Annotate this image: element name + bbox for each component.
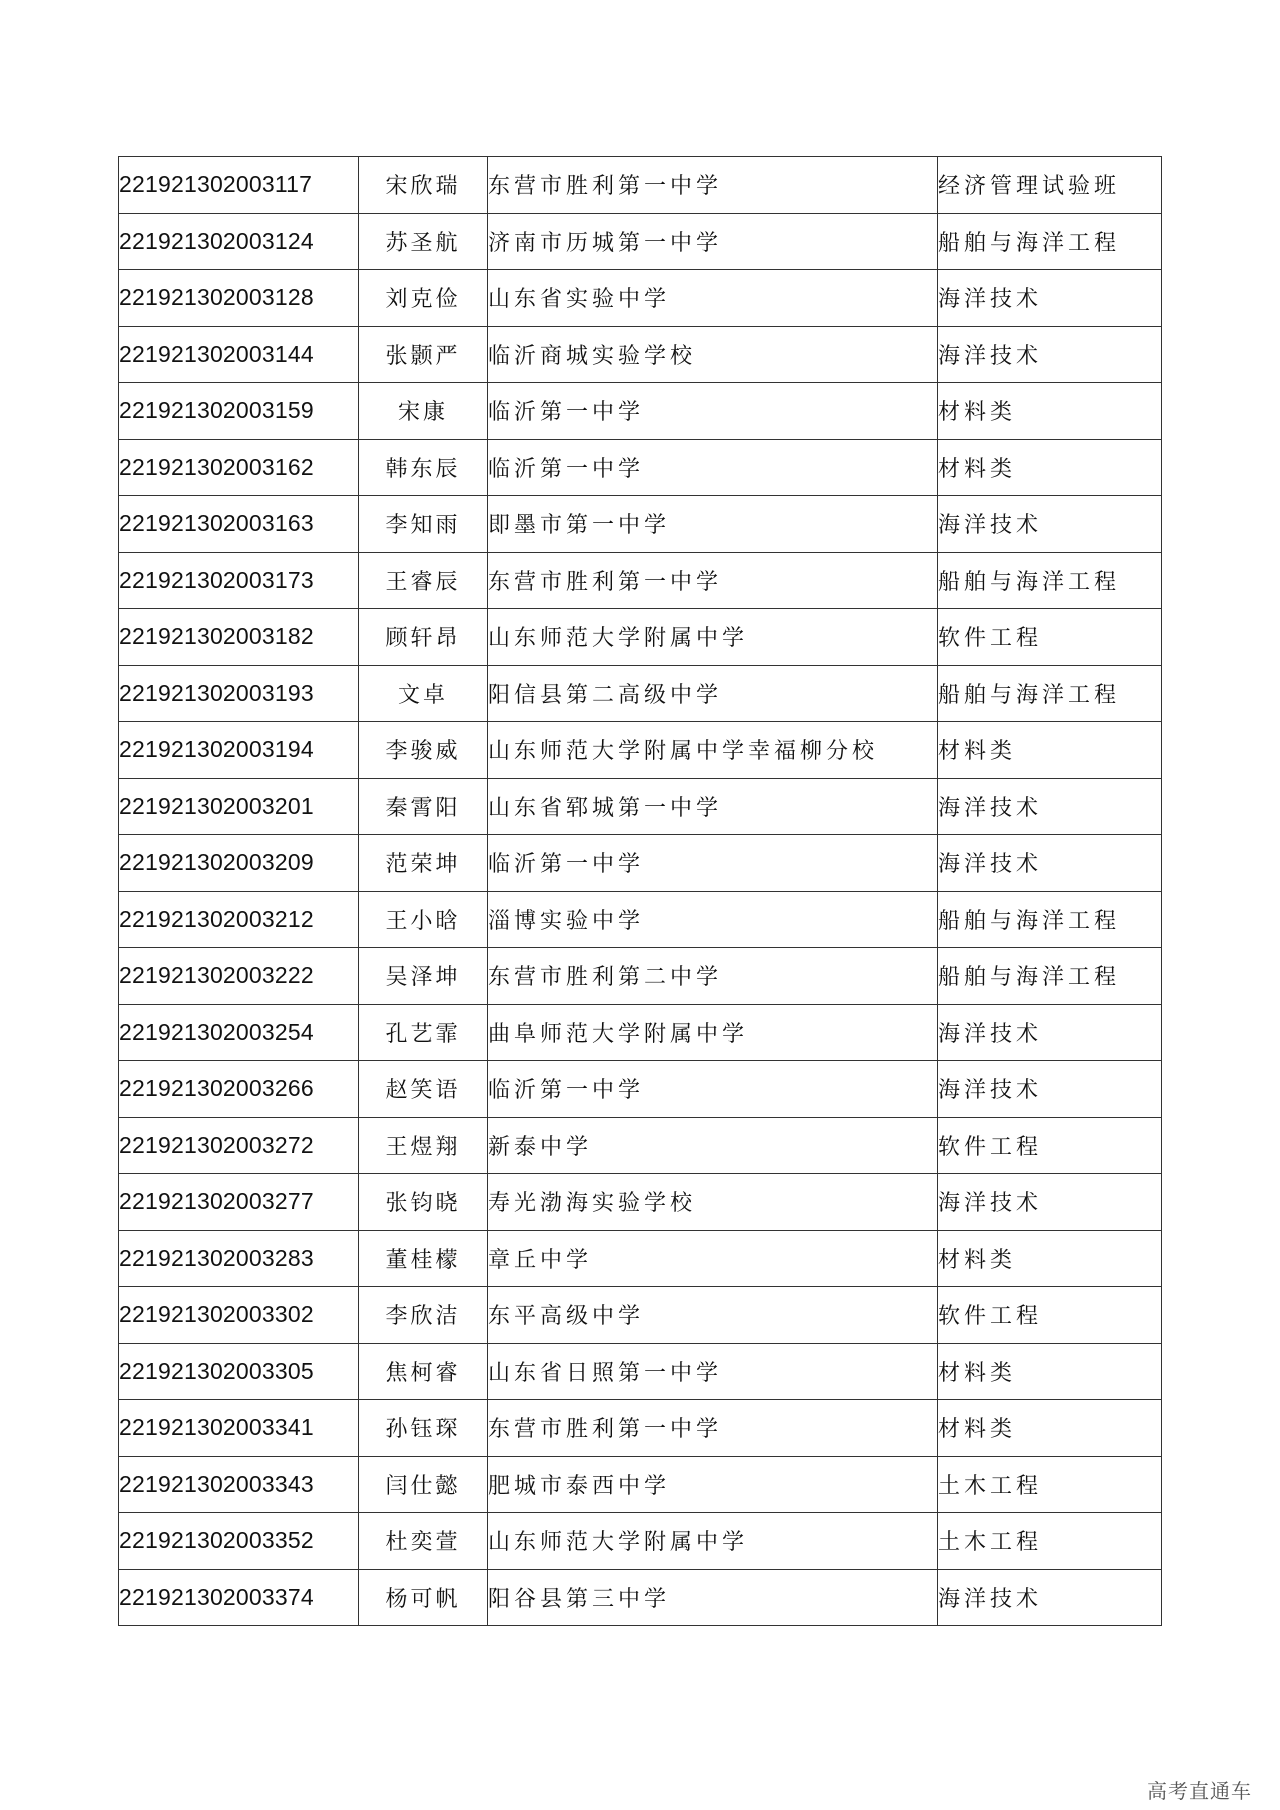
- student-name-cell: 韩东辰: [359, 439, 488, 496]
- major-cell: 船舶与海洋工程: [938, 213, 1162, 270]
- student-name-cell: 焦柯睿: [359, 1343, 488, 1400]
- table-row: [119, 948, 1162, 1005]
- school-cell: 东营市胜利第一中学: [488, 552, 938, 609]
- student-name-cell: 孙钰琛: [359, 1400, 488, 1457]
- table-row: [119, 383, 1162, 440]
- table-row: [119, 1513, 1162, 1570]
- table-row: [119, 552, 1162, 609]
- major-cell: 海洋技术: [938, 326, 1162, 383]
- candidate-id-cell: 221921302003305: [119, 1343, 359, 1400]
- school-cell: 济南市历城第一中学: [488, 213, 938, 270]
- table-row: [119, 1061, 1162, 1118]
- school-cell: 新泰中学: [488, 1117, 938, 1174]
- school-cell: 山东师范大学附属中学: [488, 609, 938, 666]
- table-row: [119, 270, 1162, 327]
- student-name-cell: 文卓: [359, 665, 488, 722]
- school-cell: 临沂商城实验学校: [488, 326, 938, 383]
- table-row: [119, 1230, 1162, 1287]
- table-row: [119, 1400, 1162, 1457]
- major-cell: 软件工程: [938, 609, 1162, 666]
- candidate-id-cell: 221921302003182: [119, 609, 359, 666]
- major-cell: 材料类: [938, 439, 1162, 496]
- school-cell: 山东省日照第一中学: [488, 1343, 938, 1400]
- major-cell: 船舶与海洋工程: [938, 665, 1162, 722]
- major-cell: 材料类: [938, 1343, 1162, 1400]
- table-row: [119, 213, 1162, 270]
- major-cell: 材料类: [938, 383, 1162, 440]
- candidate-id-cell: 221921302003254: [119, 1004, 359, 1061]
- table-row: [119, 439, 1162, 496]
- student-name-cell: 李知雨: [359, 496, 488, 553]
- school-cell: 阳信县第二高级中学: [488, 665, 938, 722]
- candidate-id-cell: 221921302003194: [119, 722, 359, 779]
- table-row: [119, 722, 1162, 779]
- candidate-id-cell: 221921302003352: [119, 1513, 359, 1570]
- student-name-cell: 孔艺霏: [359, 1004, 488, 1061]
- major-cell: 海洋技术: [938, 270, 1162, 327]
- major-cell: 软件工程: [938, 1287, 1162, 1344]
- candidate-id-cell: 221921302003117: [119, 157, 359, 214]
- candidate-id-cell: 221921302003162: [119, 439, 359, 496]
- candidate-id-cell: 221921302003144: [119, 326, 359, 383]
- candidate-id-cell: 221921302003272: [119, 1117, 359, 1174]
- student-name-cell: 范荣坤: [359, 835, 488, 892]
- candidate-id-cell: 221921302003341: [119, 1400, 359, 1457]
- student-name-cell: 张颢严: [359, 326, 488, 383]
- table-row: [119, 1174, 1162, 1231]
- major-cell: 船舶与海洋工程: [938, 891, 1162, 948]
- major-cell: 海洋技术: [938, 1004, 1162, 1061]
- school-cell: 东营市胜利第一中学: [488, 157, 938, 214]
- major-cell: 软件工程: [938, 1117, 1162, 1174]
- school-cell: 肥城市泰西中学: [488, 1456, 938, 1513]
- student-name-cell: 李骏威: [359, 722, 488, 779]
- table-row: [119, 609, 1162, 666]
- major-cell: 材料类: [938, 1230, 1162, 1287]
- table-row: [119, 1343, 1162, 1400]
- candidate-id-cell: 221921302003283: [119, 1230, 359, 1287]
- school-cell: 东平高级中学: [488, 1287, 938, 1344]
- admission-roster-table: [118, 156, 1162, 1626]
- major-cell: 海洋技术: [938, 1569, 1162, 1626]
- school-cell: 淄博实验中学: [488, 891, 938, 948]
- student-name-cell: 宋康: [359, 383, 488, 440]
- school-cell: 山东省郓城第一中学: [488, 778, 938, 835]
- candidate-id-cell: 221921302003302: [119, 1287, 359, 1344]
- major-cell: 船舶与海洋工程: [938, 552, 1162, 609]
- table-row: [119, 1117, 1162, 1174]
- table-row: [119, 1569, 1162, 1626]
- candidate-id-cell: 221921302003193: [119, 665, 359, 722]
- school-cell: 东营市胜利第二中学: [488, 948, 938, 1005]
- school-cell: 山东师范大学附属中学幸福柳分校: [488, 722, 938, 779]
- table-row: [119, 496, 1162, 553]
- student-name-cell: 王小晗: [359, 891, 488, 948]
- candidate-id-cell: 221921302003374: [119, 1569, 359, 1626]
- student-name-cell: 王睿辰: [359, 552, 488, 609]
- roster-body: [119, 157, 1162, 1626]
- candidate-id-cell: 221921302003266: [119, 1061, 359, 1118]
- student-name-cell: 刘克俭: [359, 270, 488, 327]
- candidate-id-cell: 221921302003201: [119, 778, 359, 835]
- table-row: [119, 157, 1162, 214]
- major-cell: 海洋技术: [938, 1174, 1162, 1231]
- school-cell: 阳谷县第三中学: [488, 1569, 938, 1626]
- table-row: [119, 835, 1162, 892]
- school-cell: 章丘中学: [488, 1230, 938, 1287]
- candidate-id-cell: 221921302003222: [119, 948, 359, 1005]
- table-row: [119, 1287, 1162, 1344]
- table-row: [119, 665, 1162, 722]
- student-name-cell: 王煜翔: [359, 1117, 488, 1174]
- student-name-cell: 董桂檬: [359, 1230, 488, 1287]
- candidate-id-cell: 221921302003343: [119, 1456, 359, 1513]
- student-name-cell: 苏圣航: [359, 213, 488, 270]
- student-name-cell: 宋欣瑞: [359, 157, 488, 214]
- school-cell: 即墨市第一中学: [488, 496, 938, 553]
- school-cell: 山东省实验中学: [488, 270, 938, 327]
- student-name-cell: 闫仕懿: [359, 1456, 488, 1513]
- candidate-id-cell: 221921302003173: [119, 552, 359, 609]
- table-row: [119, 1004, 1162, 1061]
- candidate-id-cell: 221921302003277: [119, 1174, 359, 1231]
- school-cell: 临沂第一中学: [488, 439, 938, 496]
- student-name-cell: 吴泽坤: [359, 948, 488, 1005]
- candidate-id-cell: 221921302003212: [119, 891, 359, 948]
- student-name-cell: 秦霄阳: [359, 778, 488, 835]
- candidate-id-cell: 221921302003163: [119, 496, 359, 553]
- major-cell: 土木工程: [938, 1513, 1162, 1570]
- major-cell: 海洋技术: [938, 496, 1162, 553]
- table-row: [119, 1456, 1162, 1513]
- student-name-cell: 张钧晓: [359, 1174, 488, 1231]
- student-name-cell: 杨可帆: [359, 1569, 488, 1626]
- major-cell: 材料类: [938, 1400, 1162, 1457]
- major-cell: 海洋技术: [938, 778, 1162, 835]
- student-name-cell: 杜奕萱: [359, 1513, 488, 1570]
- major-cell: 经济管理试验班: [938, 157, 1162, 214]
- table-row: [119, 891, 1162, 948]
- student-name-cell: 顾轩昂: [359, 609, 488, 666]
- school-cell: 临沂第一中学: [488, 835, 938, 892]
- school-cell: 东营市胜利第一中学: [488, 1400, 938, 1457]
- student-name-cell: 赵笑语: [359, 1061, 488, 1118]
- school-cell: 临沂第一中学: [488, 1061, 938, 1118]
- major-cell: 材料类: [938, 722, 1162, 779]
- table-row: [119, 326, 1162, 383]
- table-row: [119, 778, 1162, 835]
- candidate-id-cell: 221921302003209: [119, 835, 359, 892]
- school-cell: 寿光渤海实验学校: [488, 1174, 938, 1231]
- major-cell: 海洋技术: [938, 1061, 1162, 1118]
- major-cell: 海洋技术: [938, 835, 1162, 892]
- candidate-id-cell: 221921302003128: [119, 270, 359, 327]
- school-cell: 曲阜师范大学附属中学: [488, 1004, 938, 1061]
- candidate-id-cell: 221921302003124: [119, 213, 359, 270]
- student-name-cell: 李欣洁: [359, 1287, 488, 1344]
- major-cell: 土木工程: [938, 1456, 1162, 1513]
- school-cell: 山东师范大学附属中学: [488, 1513, 938, 1570]
- candidate-id-cell: 221921302003159: [119, 383, 359, 440]
- watermark: 高考直通车: [1147, 1779, 1252, 1803]
- school-cell: 临沂第一中学: [488, 383, 938, 440]
- major-cell: 船舶与海洋工程: [938, 948, 1162, 1005]
